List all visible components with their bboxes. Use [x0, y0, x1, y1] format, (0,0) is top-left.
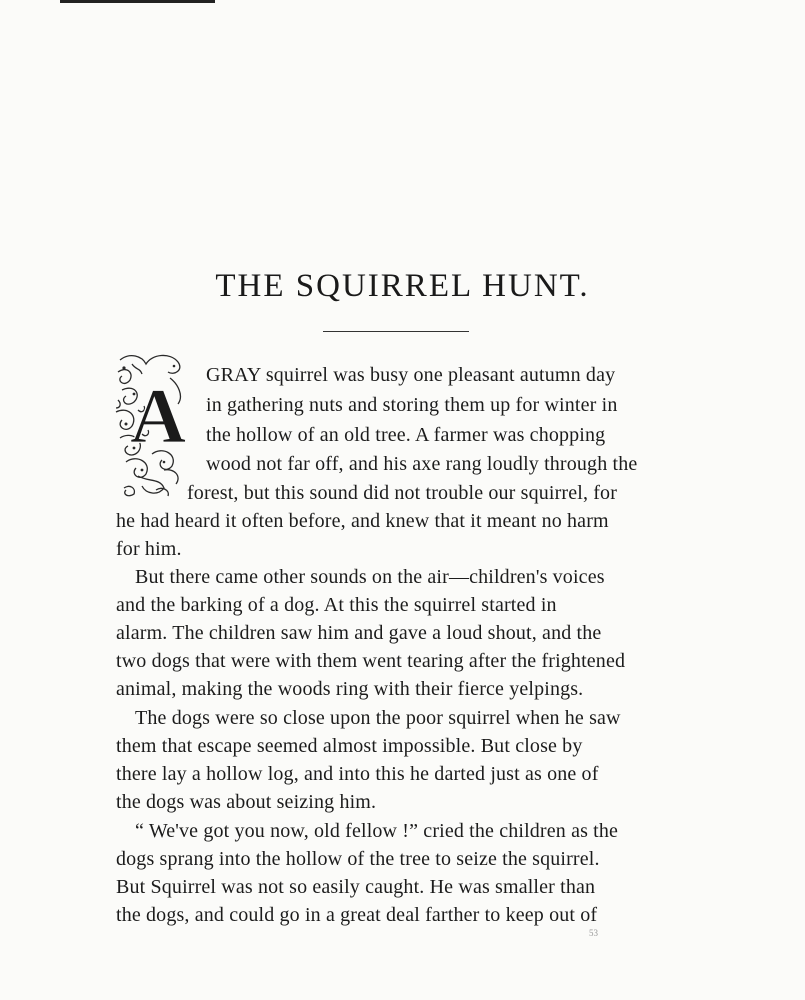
- top-rule: [60, 0, 215, 3]
- text-line: wood not far off, and his axe rang loudly through the: [206, 453, 638, 475]
- text-line: dogs sprang into the hollow of the tree to seize the squirrel.: [116, 848, 600, 870]
- text-line: two dogs that were with them went tearing after the frightened: [116, 650, 626, 672]
- page-number: 53: [589, 928, 598, 938]
- ornamental-dropcap: [112, 350, 190, 500]
- title-divider: [323, 331, 469, 332]
- text-line: in gathering nuts and storing them up for winter in: [206, 394, 618, 416]
- text-line: But Squirrel was not so easily caught. He was smaller than: [116, 876, 596, 898]
- text-line: them that escape seemed almost impossible. But close by: [116, 735, 583, 757]
- dropcap-letter: A: [129, 372, 187, 459]
- text-line: the dogs, and could go in a great deal farther to keep out of: [116, 904, 598, 926]
- chapter-title: THE SQUIRREL HUNT.: [215, 268, 590, 304]
- text-line: the hollow of an old tree. A farmer was chopping: [206, 424, 606, 446]
- text-line: forest, but this sound did not trouble our squirrel, for: [187, 482, 618, 504]
- text-line: But there came other sounds on the air—children's voices: [135, 566, 605, 588]
- text-line: “ We've got you now, old fellow !” cried the children as the: [135, 820, 619, 842]
- text-line: and the barking of a dog. At this the squirrel started in: [116, 594, 557, 616]
- text-line: animal, making the woods ring with their fierce yelpings.: [116, 678, 584, 700]
- text-line: there lay a hollow log, and into this he darted just as one of: [116, 763, 599, 785]
- text-line: the dogs was about seizing him.: [116, 791, 377, 813]
- text-line: The dogs were so close upon the poor squirrel when he saw: [135, 707, 621, 729]
- text-line: he had heard it often before, and knew that it meant no harm: [116, 510, 609, 532]
- text-line: for him.: [116, 538, 182, 560]
- text-line: alarm. The children saw him and gave a loud shout, and the: [116, 622, 602, 644]
- text-line: GRAY squirrel was busy one pleasant autumn day: [206, 364, 616, 386]
